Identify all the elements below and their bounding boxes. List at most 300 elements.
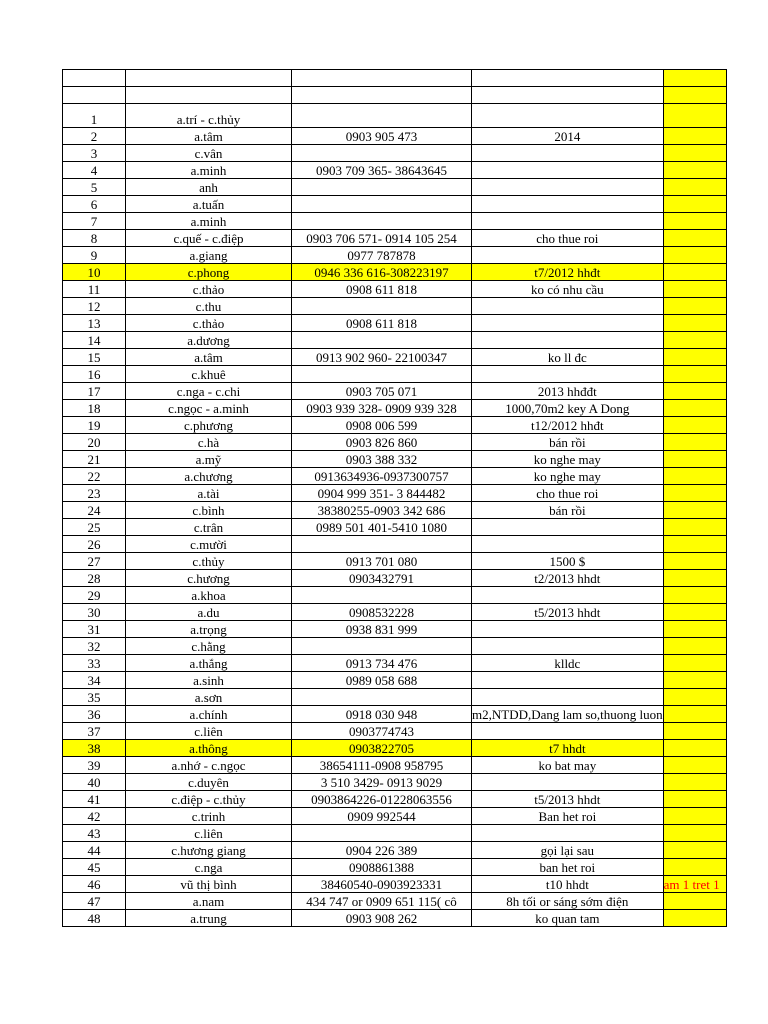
cell-status[interactable]: t5/2013 hhdt: [472, 604, 664, 621]
table-row: [63, 655, 727, 672]
cell-index[interactable]: 21: [63, 451, 126, 468]
cell[interactable]: [472, 87, 664, 104]
cell-name[interactable]: a.trí - c.thủy: [126, 104, 292, 128]
cell-phone[interactable]: [292, 298, 472, 315]
cell-note[interactable]: [663, 315, 726, 332]
cell-phone[interactable]: 0903 826 860: [292, 434, 472, 451]
cell-name[interactable]: c.liên: [126, 723, 292, 740]
cell-index[interactable]: 1: [63, 104, 126, 128]
cell-status[interactable]: t2/2013 hhdt: [472, 570, 664, 587]
cell-name[interactable]: a.trọng: [126, 621, 292, 638]
table-row: [63, 570, 727, 587]
cell[interactable]: [126, 70, 292, 87]
cell-name[interactable]: a.tài: [126, 485, 292, 502]
cell-index[interactable]: 32: [63, 638, 126, 655]
cell-index[interactable]: 25: [63, 519, 126, 536]
cell-phone[interactable]: 3 510 3429- 0913 9029: [292, 774, 472, 791]
table-row: [63, 366, 727, 383]
table-row: [63, 689, 727, 706]
cell-note[interactable]: [663, 485, 726, 502]
cell-index[interactable]: 36: [63, 706, 126, 723]
cell-note[interactable]: [663, 162, 726, 179]
cell-phone[interactable]: 0903 939 328- 0909 939 328: [292, 400, 472, 417]
table-row: [63, 791, 727, 808]
cell-name[interactable]: a.giang: [126, 247, 292, 264]
cell-index[interactable]: 31: [63, 621, 126, 638]
table-row: [63, 723, 727, 740]
cell-note[interactable]: [663, 757, 726, 774]
cell-index[interactable]: 20: [63, 434, 126, 451]
cell-note[interactable]: [663, 230, 726, 247]
table-row: [63, 672, 727, 689]
table-row: [63, 842, 727, 859]
cell-name[interactable]: a.minh: [126, 162, 292, 179]
cell-phone[interactable]: 0908861388: [292, 859, 472, 876]
cell-note[interactable]: [663, 587, 726, 604]
cell-phone[interactable]: 0989 058 688: [292, 672, 472, 689]
cell-name[interactable]: c.quế - c.điệp: [126, 230, 292, 247]
cell-phone[interactable]: 0903 709 365- 38643645: [292, 162, 472, 179]
table-row: [63, 247, 727, 264]
table-row: [63, 383, 727, 400]
cell-status[interactable]: bán rồi: [472, 502, 664, 519]
cell-name[interactable]: a.tâm: [126, 349, 292, 366]
cell-status[interactable]: [472, 621, 664, 638]
table-row: [63, 145, 727, 162]
cell-note[interactable]: am 1 tret 1: [663, 876, 726, 893]
cell-phone[interactable]: 0918 030 948: [292, 706, 472, 723]
cell-name[interactable]: c.hằng: [126, 638, 292, 655]
cell-name[interactable]: vũ thị bình: [126, 876, 292, 893]
cell-name[interactable]: c.hà: [126, 434, 292, 451]
cell-name[interactable]: c.liên: [126, 825, 292, 842]
cell-index[interactable]: 46: [63, 876, 126, 893]
cell-phone[interactable]: [292, 196, 472, 213]
cell-note[interactable]: [663, 196, 726, 213]
cell-name[interactable]: c.trân: [126, 519, 292, 536]
table-row: [63, 910, 727, 927]
cell-note[interactable]: [663, 723, 726, 740]
cell-name[interactable]: c.nga - c.chi: [126, 383, 292, 400]
cell-note[interactable]: [663, 502, 726, 519]
cell-phone[interactable]: 0908 611 818: [292, 315, 472, 332]
table-row: [63, 179, 727, 196]
table-row: [63, 757, 727, 774]
cell-name[interactable]: c.khuê: [126, 366, 292, 383]
cell-phone[interactable]: 0903432791: [292, 570, 472, 587]
table-row: [63, 213, 727, 230]
cell-name[interactable]: a.tâm: [126, 128, 292, 145]
table-row: [63, 638, 727, 655]
cell-index[interactable]: 2: [63, 128, 126, 145]
cell-status[interactable]: [472, 366, 664, 383]
cell-status[interactable]: [472, 213, 664, 230]
cell-index[interactable]: 34: [63, 672, 126, 689]
cell-phone[interactable]: 0903864226-01228063556: [292, 791, 472, 808]
cell-note[interactable]: [663, 417, 726, 434]
table-row: [63, 485, 727, 502]
cell-status[interactable]: [472, 825, 664, 842]
cell-status[interactable]: [472, 247, 664, 264]
table-row: [63, 859, 727, 876]
cell-status[interactable]: [472, 587, 664, 604]
cell-phone[interactable]: 0903 908 262: [292, 910, 472, 927]
cell-name[interactable]: c.vân: [126, 145, 292, 162]
cell-status[interactable]: t7 hhdt: [472, 740, 664, 757]
cell-phone[interactable]: [292, 689, 472, 706]
cell-name[interactable]: c.thu: [126, 298, 292, 315]
cell-note[interactable]: [663, 910, 726, 927]
cell-name[interactable]: c.phong: [126, 264, 292, 281]
cell-index[interactable]: 23: [63, 485, 126, 502]
cell-index[interactable]: 30: [63, 604, 126, 621]
cell-status[interactable]: cho thue roi: [472, 485, 664, 502]
cell-index[interactable]: 37: [63, 723, 126, 740]
cell-phone[interactable]: 0913634936-0937300757: [292, 468, 472, 485]
cell-phone[interactable]: 0938 831 999: [292, 621, 472, 638]
cell-status[interactable]: 1000,70m2 key A Dong: [472, 400, 664, 417]
cell-name[interactable]: a.sơn: [126, 689, 292, 706]
cell-name[interactable]: c.mười: [126, 536, 292, 553]
cell-index[interactable]: 22: [63, 468, 126, 485]
spreadsheet-table: [62, 69, 727, 927]
cell-name[interactable]: c.phương: [126, 417, 292, 434]
cell-index[interactable]: 26: [63, 536, 126, 553]
cell[interactable]: [472, 70, 664, 87]
cell-status[interactable]: [472, 298, 664, 315]
cell-index[interactable]: 28: [63, 570, 126, 587]
cell-phone[interactable]: 0913 902 960- 22100347: [292, 349, 472, 366]
table-row: [63, 264, 727, 281]
table-row: [63, 468, 727, 485]
cell-phone[interactable]: 0903822705: [292, 740, 472, 757]
cell-index[interactable]: 11: [63, 281, 126, 298]
cell-name[interactable]: anh: [126, 179, 292, 196]
cell-name[interactable]: a.dương: [126, 332, 292, 349]
cell-index[interactable]: 14: [63, 332, 126, 349]
cell-name[interactable]: c.thảo: [126, 281, 292, 298]
cell-name[interactable]: a.trung: [126, 910, 292, 927]
cell-phone[interactable]: 0903774743: [292, 723, 472, 740]
cell-index[interactable]: 41: [63, 791, 126, 808]
cell-status[interactable]: [472, 179, 664, 196]
cell-phone[interactable]: [292, 104, 472, 128]
cell-status[interactable]: [472, 723, 664, 740]
cell-index[interactable]: 44: [63, 842, 126, 859]
cell-name[interactable]: c.hương: [126, 570, 292, 587]
cell-phone[interactable]: 0913 701 080: [292, 553, 472, 570]
cell-name[interactable]: c.hương giang: [126, 842, 292, 859]
cell-name[interactable]: c.trinh: [126, 808, 292, 825]
cell-status[interactable]: [472, 315, 664, 332]
cell-note[interactable]: [663, 366, 726, 383]
cell-status[interactable]: t7/2012 hhđt: [472, 264, 664, 281]
cell-name[interactable]: c.nga: [126, 859, 292, 876]
cell-index[interactable]: 33: [63, 655, 126, 672]
cell[interactable]: [663, 87, 726, 104]
cell-note[interactable]: [663, 536, 726, 553]
table-row: [63, 876, 727, 893]
cell-phone[interactable]: 0989 501 401-5410 1080: [292, 519, 472, 536]
cell[interactable]: [63, 87, 126, 104]
cell-note[interactable]: [663, 842, 726, 859]
cell-index[interactable]: 35: [63, 689, 126, 706]
table-row: [63, 400, 727, 417]
cell[interactable]: [126, 87, 292, 104]
table-row: [63, 808, 727, 825]
cell-index[interactable]: 17: [63, 383, 126, 400]
cell-note[interactable]: [663, 281, 726, 298]
cell-status[interactable]: ko quan tam: [472, 910, 664, 927]
cell-status[interactable]: ko bat may: [472, 757, 664, 774]
cell-note[interactable]: [663, 740, 726, 757]
cell-note[interactable]: [663, 128, 726, 145]
cell-status[interactable]: ko có nhu cầu: [472, 281, 664, 298]
cell-phone[interactable]: 0908532228: [292, 604, 472, 621]
table-row: [63, 706, 727, 723]
cell-index[interactable]: 6: [63, 196, 126, 213]
table-row: [63, 298, 727, 315]
cell-index[interactable]: 48: [63, 910, 126, 927]
cell-name[interactable]: c.thảo: [126, 315, 292, 332]
cell-phone[interactable]: 0903 706 571- 0914 105 254: [292, 230, 472, 247]
cell-index[interactable]: 5: [63, 179, 126, 196]
cell-index[interactable]: 47: [63, 893, 126, 910]
cell-phone[interactable]: [292, 145, 472, 162]
cell-phone[interactable]: 38380255-0903 342 686: [292, 502, 472, 519]
cell-phone[interactable]: 434 747 or 0909 651 115( cô: [292, 893, 472, 910]
cell-note[interactable]: [663, 553, 726, 570]
cell-phone[interactable]: 0904 999 351- 3 844482: [292, 485, 472, 502]
table-row: [63, 162, 727, 179]
cell-status[interactable]: cho thue roi: [472, 230, 664, 247]
cell-index[interactable]: 18: [63, 400, 126, 417]
table-row: [63, 740, 727, 757]
cell-status[interactable]: [472, 774, 664, 791]
table-row: [63, 587, 727, 604]
cell-note[interactable]: [663, 264, 726, 281]
cell-status[interactable]: [472, 672, 664, 689]
cell-status[interactable]: [472, 689, 664, 706]
cell-index[interactable]: 24: [63, 502, 126, 519]
cell-note[interactable]: [663, 519, 726, 536]
cell-name[interactable]: a.du: [126, 604, 292, 621]
cell-index[interactable]: 39: [63, 757, 126, 774]
cell-name[interactable]: a.nhớ - c.ngọc: [126, 757, 292, 774]
cell[interactable]: [663, 70, 726, 87]
cell-phone[interactable]: [292, 213, 472, 230]
table-row: [63, 604, 727, 621]
cell-note[interactable]: [663, 383, 726, 400]
cell[interactable]: [63, 70, 126, 87]
cell-status[interactable]: [472, 536, 664, 553]
cell-phone[interactable]: 0903 388 332: [292, 451, 472, 468]
cell-index[interactable]: 4: [63, 162, 126, 179]
cell-phone[interactable]: [292, 179, 472, 196]
cell-note[interactable]: [663, 468, 726, 485]
cell-name[interactable]: a.sinh: [126, 672, 292, 689]
cell-name[interactable]: c.bình: [126, 502, 292, 519]
table-row: [63, 451, 727, 468]
cell[interactable]: [292, 87, 472, 104]
cell-index[interactable]: 38: [63, 740, 126, 757]
cell-name[interactable]: c.thủy: [126, 553, 292, 570]
cell-status[interactable]: gọi lại sau: [472, 842, 664, 859]
cell-phone[interactable]: 0908 611 818: [292, 281, 472, 298]
cell-note[interactable]: [663, 791, 726, 808]
cell-phone[interactable]: 38460540-0903923331: [292, 876, 472, 893]
cell-name[interactable]: a.chính: [126, 706, 292, 723]
cell-status[interactable]: t10 hhdt: [472, 876, 664, 893]
table-row: [63, 315, 727, 332]
cell-status[interactable]: ko ll đc: [472, 349, 664, 366]
cell-status[interactable]: [472, 638, 664, 655]
table-row: [63, 825, 727, 842]
cell-phone[interactable]: 0904 226 389: [292, 842, 472, 859]
cell-index[interactable]: 3: [63, 145, 126, 162]
cell-note[interactable]: [663, 179, 726, 196]
cell-status[interactable]: bán rồi: [472, 434, 664, 451]
cell-status[interactable]: [472, 162, 664, 179]
table-row: [63, 536, 727, 553]
cell-status[interactable]: t12/2012 hhđt: [472, 417, 664, 434]
cell-status[interactable]: Ban het roi: [472, 808, 664, 825]
cell-note[interactable]: [663, 213, 726, 230]
cell-status[interactable]: 2013 hhđđt: [472, 383, 664, 400]
cell-index[interactable]: 27: [63, 553, 126, 570]
cell-note[interactable]: [663, 434, 726, 451]
cell-name[interactable]: c.duyên: [126, 774, 292, 791]
cell-note[interactable]: [663, 655, 726, 672]
cell-note[interactable]: [663, 570, 726, 587]
cell-note[interactable]: [663, 349, 726, 366]
cell-note[interactable]: [663, 808, 726, 825]
cell-phone[interactable]: 38654111-0908 958795: [292, 757, 472, 774]
cell[interactable]: [292, 70, 472, 87]
empty-row: [63, 70, 727, 87]
cell-phone[interactable]: 0908 006 599: [292, 417, 472, 434]
cell-index[interactable]: 8: [63, 230, 126, 247]
cell-phone[interactable]: 0903 905 473: [292, 128, 472, 145]
cell-index[interactable]: 45: [63, 859, 126, 876]
cell-phone[interactable]: 0903 705 071: [292, 383, 472, 400]
cell-phone[interactable]: 0977 787878: [292, 247, 472, 264]
cell-phone[interactable]: 0909 992544: [292, 808, 472, 825]
cell-name[interactable]: c.ngọc - a.minh: [126, 400, 292, 417]
cell-note[interactable]: [663, 859, 726, 876]
table-row: [63, 281, 727, 298]
cell-note[interactable]: [663, 672, 726, 689]
cell-index[interactable]: 40: [63, 774, 126, 791]
cell-note[interactable]: [663, 298, 726, 315]
cell-index[interactable]: 12: [63, 298, 126, 315]
cell-status[interactable]: klldc: [472, 655, 664, 672]
cell-index[interactable]: 43: [63, 825, 126, 842]
cell-note[interactable]: [663, 451, 726, 468]
cell-status[interactable]: ban het roi: [472, 859, 664, 876]
cell-status[interactable]: ko nghe may: [472, 468, 664, 485]
cell-status[interactable]: [472, 145, 664, 162]
cell-status[interactable]: t5/2013 hhdt: [472, 791, 664, 808]
table-row: [63, 774, 727, 791]
cell-name[interactable]: a.khoa: [126, 587, 292, 604]
cell-note[interactable]: [663, 332, 726, 349]
cell-index[interactable]: 10: [63, 264, 126, 281]
cell-status[interactable]: [472, 519, 664, 536]
cell-index[interactable]: 19: [63, 417, 126, 434]
cell-phone[interactable]: [292, 536, 472, 553]
table-row: [63, 893, 727, 910]
cell-name[interactable]: c.điệp - c.thủy: [126, 791, 292, 808]
cell-name[interactable]: a.minh: [126, 213, 292, 230]
cell-status[interactable]: m2,NTDD,Dang lam so,thuong luon: [472, 706, 663, 722]
table-row: [63, 519, 727, 536]
cell-note[interactable]: [663, 706, 726, 723]
cell-phone[interactable]: [292, 366, 472, 383]
cell-status[interactable]: 8h tối or sáng sớm điện: [472, 893, 664, 910]
cell-index[interactable]: 29: [63, 587, 126, 604]
cell-name[interactable]: a.nam: [126, 893, 292, 910]
cell-note[interactable]: [663, 145, 726, 162]
cell-name[interactable]: a.tuấn: [126, 196, 292, 213]
cell-note[interactable]: [663, 247, 726, 264]
table-row: [63, 553, 727, 570]
cell-status[interactable]: [472, 104, 664, 128]
empty-row: [63, 87, 727, 104]
cell-phone[interactable]: 0946 336 616-308223197: [292, 264, 472, 281]
cell-note[interactable]: [663, 621, 726, 638]
table-row: [63, 417, 727, 434]
cell-phone[interactable]: [292, 332, 472, 349]
cell-note[interactable]: [663, 104, 726, 128]
cell-index[interactable]: 42: [63, 808, 126, 825]
cell-note[interactable]: [663, 638, 726, 655]
cell-phone[interactable]: [292, 638, 472, 655]
cell-note[interactable]: [663, 400, 726, 417]
cell-phone[interactable]: 0913 734 476: [292, 655, 472, 672]
cell-status[interactable]: 2014: [472, 128, 664, 145]
cell-index[interactable]: 16: [63, 366, 126, 383]
cell-name[interactable]: a.thắng: [126, 655, 292, 672]
cell-status[interactable]: [472, 196, 664, 213]
cell-status[interactable]: 1500 $: [472, 553, 664, 570]
cell-note[interactable]: [663, 774, 726, 791]
spreadsheet-body: [63, 70, 727, 927]
cell-name[interactable]: a.mỹ: [126, 451, 292, 468]
table-row: [63, 196, 727, 213]
table-row: [63, 104, 727, 128]
cell-status[interactable]: [472, 332, 664, 349]
cell-note[interactable]: [663, 893, 726, 910]
cell-index[interactable]: 13: [63, 315, 126, 332]
table-row: [63, 230, 727, 247]
cell-name[interactable]: a.chương: [126, 468, 292, 485]
table-row: [63, 349, 727, 366]
table-row: [63, 502, 727, 519]
cell-status[interactable]: ko nghe may: [472, 451, 664, 468]
cell-note[interactable]: [663, 689, 726, 706]
cell-index[interactable]: 7: [63, 213, 126, 230]
cell-name[interactable]: a.thông: [126, 740, 292, 757]
table-row: [63, 128, 727, 145]
cell-index[interactable]: 15: [63, 349, 126, 366]
cell-note[interactable]: [663, 825, 726, 842]
cell-phone[interactable]: [292, 587, 472, 604]
cell-phone[interactable]: [292, 825, 472, 842]
table-row: [63, 332, 727, 349]
cell-note[interactable]: [663, 604, 726, 621]
cell-index[interactable]: 9: [63, 247, 126, 264]
